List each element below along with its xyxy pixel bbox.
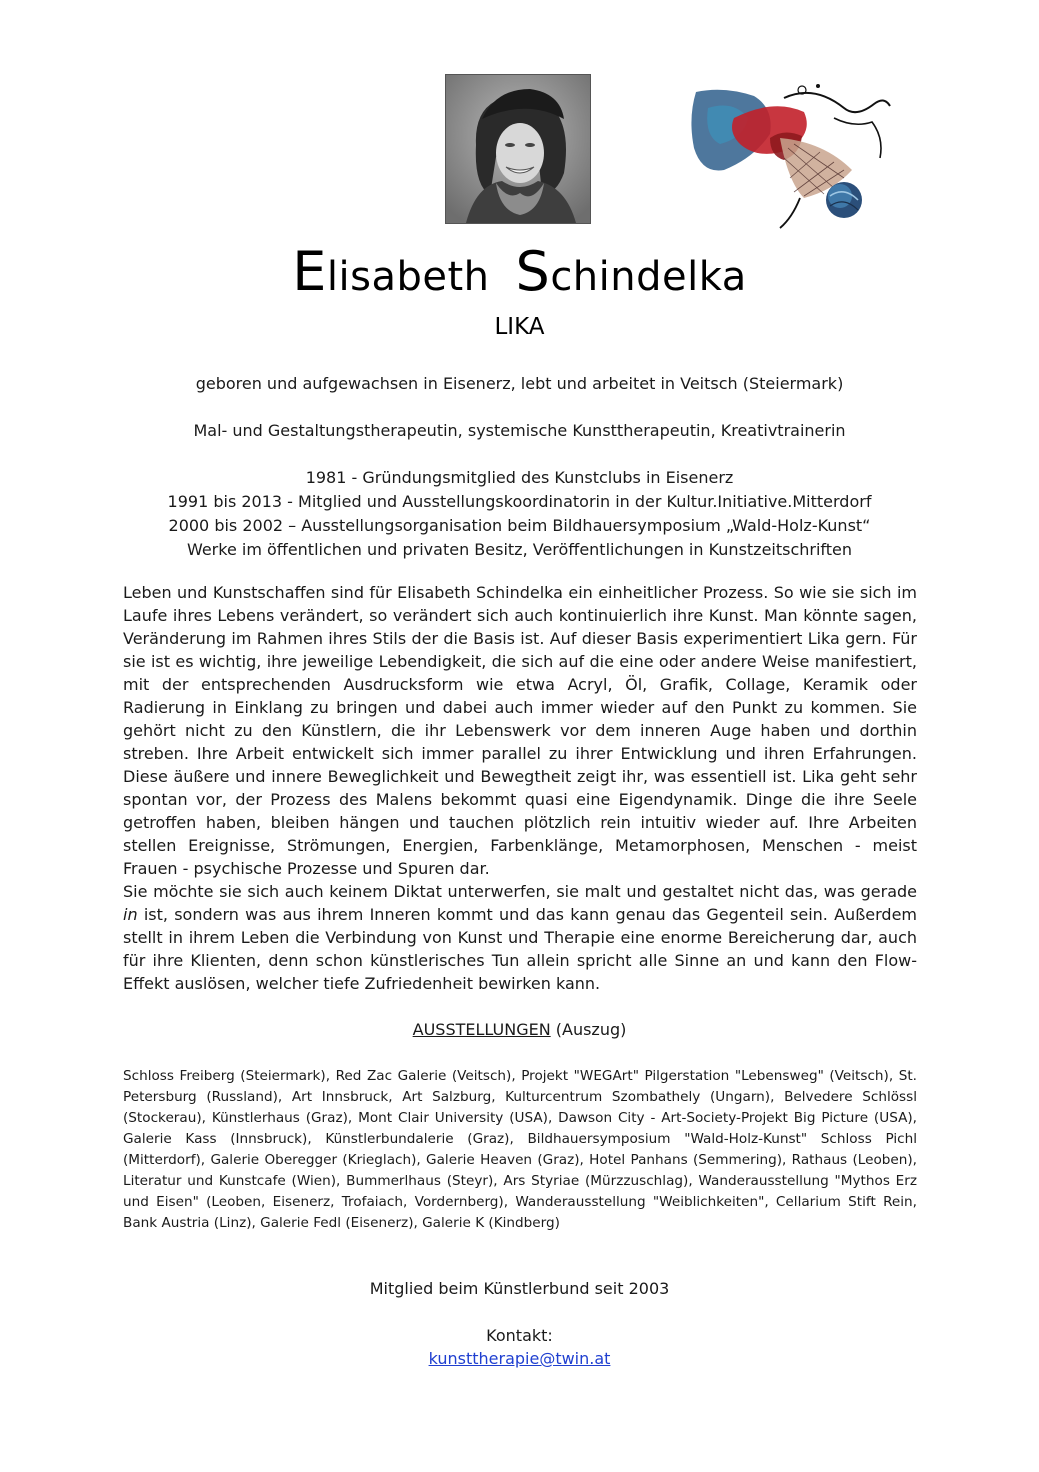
first-name-initial: E [292, 240, 327, 303]
abstract-artwork [684, 78, 898, 240]
last-name-rest: chindelka [550, 254, 747, 300]
bio-paragraph-2-end: ist, sondern was aus ihrem Inneren kommt und das kann genau das Gegenteil sein. Außerdem stellt in ihrem Leben die Verbindung von Kunst und Therapie eine enorme Bereicherung dar, auch für ihre Klienten, denn schon künstlerisches Tun allein spricht alle Sinne an und kann den Flow-Effekt auslösen, welcher tiefe Zufriedenheit bewirken kann. [123, 905, 917, 993]
fact-item: 1981 - Gründungsmitglied des Kunstclubs in Eisenerz [305, 468, 734, 487]
bio-paragraph-2-italic: in [123, 905, 138, 924]
portrait-photo [445, 74, 591, 224]
contact-email [0, 1348, 1039, 1370]
fact-item: 1991 bis 2013 - Mitglied und Ausstellungskoordinatorin in der Kultur.Initiative.Mitterdorf [167, 492, 872, 511]
exhibitions-heading-main: AUSSTELLUNGEN [412, 1020, 551, 1039]
email-link[interactable]: kunsttherapie@twin.at [428, 1349, 611, 1368]
first-name-rest: lisabeth [326, 254, 490, 300]
artist-name-heading [0, 240, 1039, 303]
exhibitions-heading [0, 1018, 1039, 1042]
facts-list [60, 466, 979, 562]
portrait-image [446, 75, 590, 223]
bio-paragraph-2 [123, 880, 917, 995]
last-name-initial: S [515, 240, 551, 303]
exhibitions-heading-note: (Auszug) [555, 1020, 627, 1039]
fact-item: Werke im öffentlichen und privaten Besitz, Veröffentlichungen in Kunstzeitschriften [186, 540, 853, 559]
profession-line: Mal- und Gestaltungstherapeutin, systemische Kunsttherapeutin, Kreativtrainerin [193, 421, 846, 440]
artwork-image [684, 78, 898, 240]
exhibitions-list: Schloss Freiberg (Steiermark), Red Zac Galerie (Veitsch), Projekt "WEGArt" Pilgerstation "Lebensweg" (Veitsch), St. Petersburg (Russland), Art Innsbruck, Art Salzburg, Kulturcentrum Szombathely (Ungarn), Belvedere Schlössl (Stockerau), Künstlerhaus (Graz), Mont Clair University (USA), Dawson City - Art-Society-Projekt Big Picture (USA), Galerie Kass (Innsbruck), Künstlerbundalerie (Graz), Bildhauersymposium "Wald-Holz-Kunst" Schloss Pichl (Mitterdorf), Galerie Oberegger (Krieglach), Galerie Heaven (Graz), Hotel Panhans (Semmering), Rathaus (Leoben), Literatur und Kunstcafe (Wien), Bummerlhaus (Steyr), Ars Styriae (Mürzzuschlag), Wanderausstellung "Mythos Erz und Eisen" (Leoben, Eisenerz, Trofaiach, Vordernberg), Wanderausstellung "Weiblichkeiten", Cellarium Stift Rein, Bank Austria (Linz), Galerie Fedl (Eisenerz), Galerie K (Kindberg) [123, 1068, 917, 1231]
bio-paragraph-2-start: Sie möchte sie sich auch keinem Diktat unterwerfen, sie malt und gestaltet nicht das, was gerade [123, 882, 917, 901]
fact-item: 2000 bis 2002 – Ausstellungsorganisation beim Bildhauersymposium „Wald-Holz-Kunst“ [168, 516, 871, 535]
origin-line: geboren und aufgewachsen in Eisenerz, lebt und arbeitet in Veitsch (Steiermark) [195, 374, 844, 393]
bio-paragraph-1: Leben und Kunstschaffen sind für Elisabeth Schindelka ein einheitlicher Prozess. So wie sie sich im Laufe ihres Lebens verändert, so verändert sich auch kontinuierlich ihre Kunst. Man könnte sagen, Veränderung im Rahmen ihres Stils der die Basis ist. Auf dieser Basis experimentiert Lika gern. Für sie ist es wichtig, ihre jeweilige Lebendigkeit, die sich auf die eine oder andere Weise manifestiert, mit der entsprechenden Ausdrucksform wie etwa Acryl, Öl, Grafik, Collage, Keramik oder Radierung in Einklang zu bringen und dabei auch immer wieder auf den Punkt zu kommen. Sie gehört nicht zu den Künstlern, die ihr Lebenswerk vor dem inneren Auge haben und dorthin streben. Ihre Arbeit entwickelt sich immer parallel zu ihrer Entwicklung und ihren Erfahrungen. Diese äußere und innere Beweglichkeit und Bewegtheit zeigt ihr, was essentiell ist. Lika geht sehr spontan vor, der Prozess des Malens bekommt quasi eine Eigendynamik. Dinge die ihre Seele getroffen haben, bleiben hängen und tauchen plötzlich rein intuitiv wieder auf. Ihre Arbeiten stellen Ereignisse, Strömungen, Energien, Farbenklänge, Metamorphosen, Menschen - meist Frauen - psychische Prozesse und Spuren dar. [123, 583, 917, 878]
artist-alias: LIKA [494, 314, 545, 340]
biography [123, 581, 917, 995]
membership-line: Mitglied beim Künstlerbund seit 2003 [369, 1279, 670, 1298]
contact-label: Kontakt: [486, 1326, 553, 1345]
